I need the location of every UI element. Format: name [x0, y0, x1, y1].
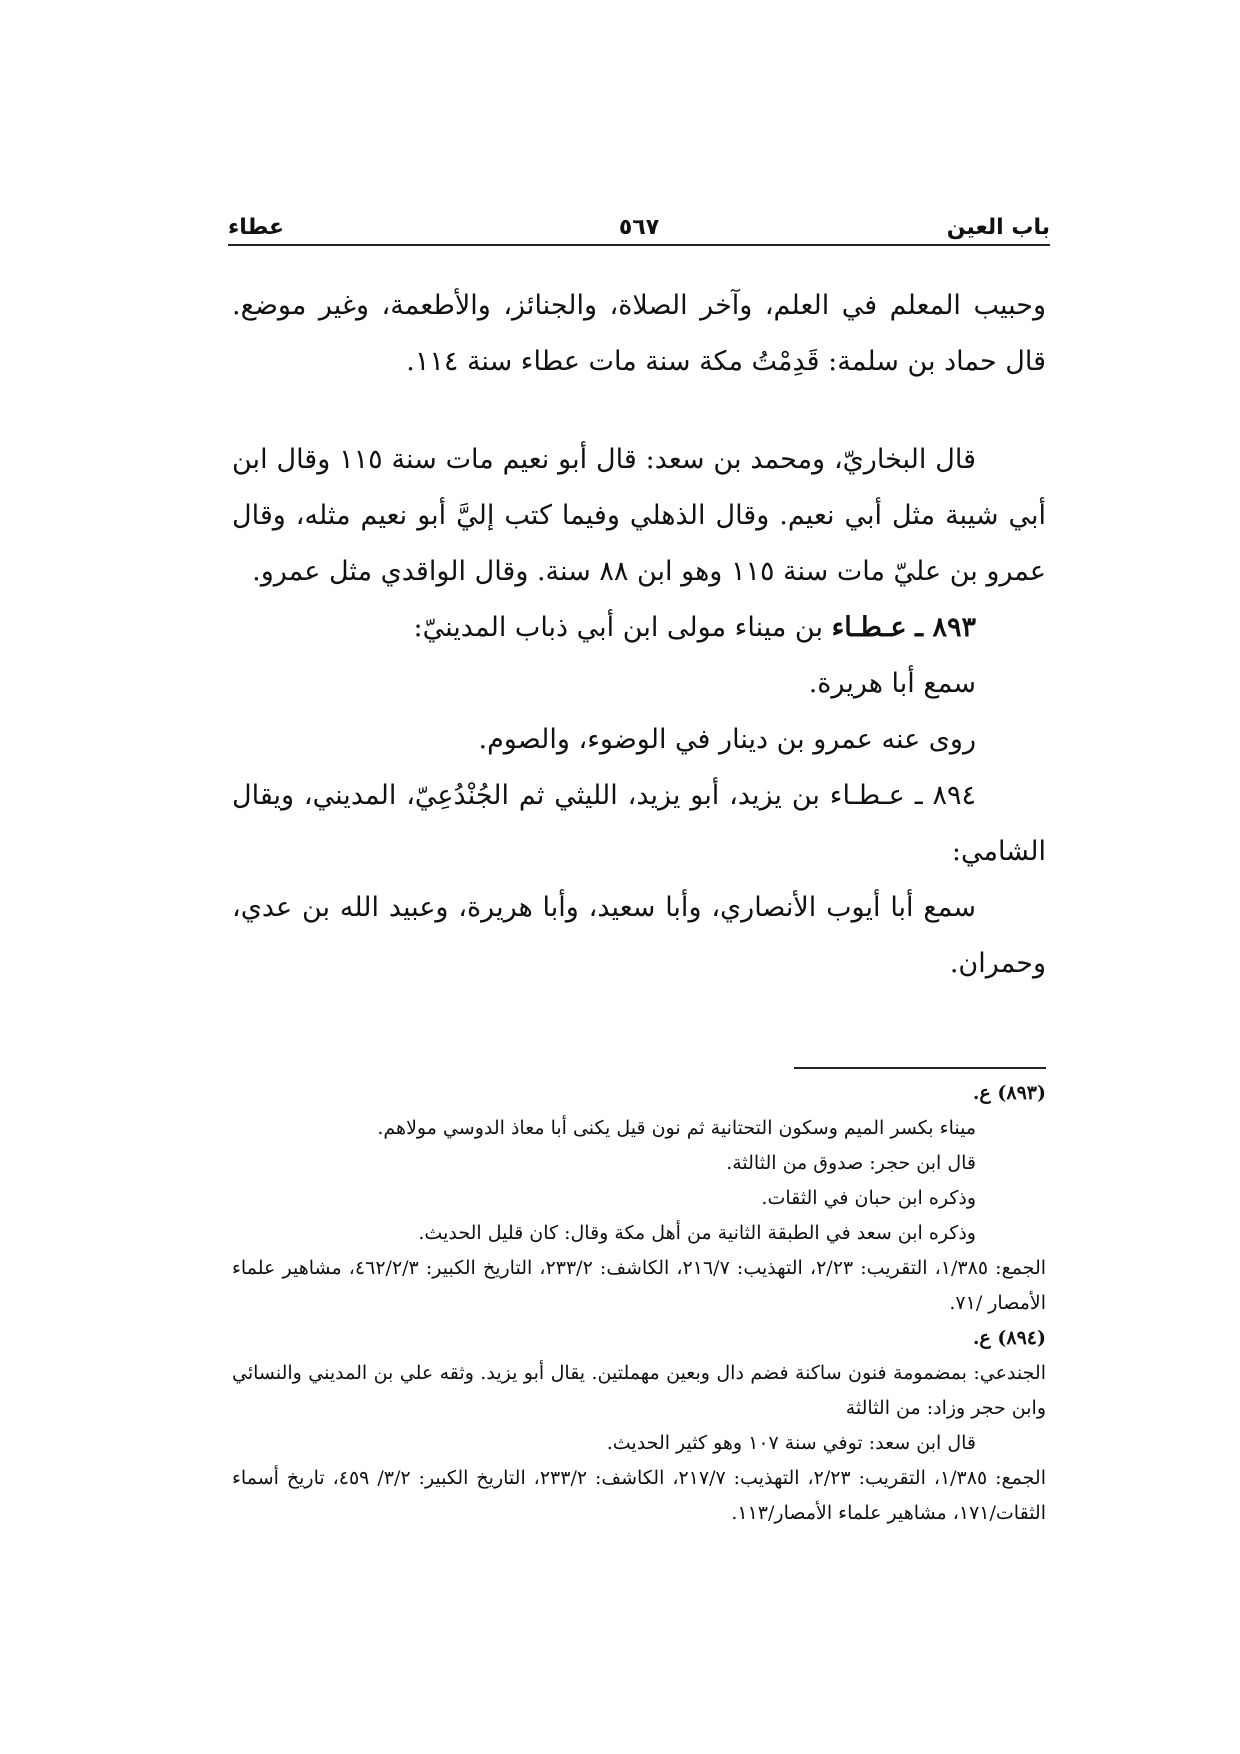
entry-description: بن ميناء مولى ابن أبي ذباب المدينيّ: — [413, 612, 832, 643]
footnote-893-line: وذكره ابن سعد في الطبقة الثانية من أهل مكة وقال: كان قليل الحديث. — [418, 1222, 976, 1244]
entry-number: ٨٩٤ ـ — [914, 780, 976, 811]
footnotes — [232, 1076, 1046, 1531]
footnote-894-sources: الجمع: ١/٣٨٥، التقريب: ٢/٢٣، التهذيب: ٢١٧/٧، الكاشف: ٢٣٣/٢، التاريخ الكبير: ٣/٢/ ٤٥٩، تاريخ أسماء الثقات/١٧١، مشاهير علماء الأمصار/١١٣. — [232, 1467, 1046, 1524]
entry-number: ٨٩٣ ـ — [915, 612, 976, 643]
entry-name: عـطـاء — [829, 780, 905, 811]
footnote-893-line: قال ابن حجر: صدوق من الثالثة. — [726, 1152, 976, 1174]
entry-893-heard: سمع أبا هريرة. — [808, 668, 976, 699]
entry-description: بن يزيد، أبو يزيد، الليثي ثم الجُنْدُعِيّ، المديني، ويقال الشامي: — [232, 780, 1046, 867]
main-text — [232, 278, 1046, 992]
footnote-893-line: ميناء بكسر الميم وسكون التحتانية ثم نون قيل يكنى أبا معاذ الدوسي مولاهم. — [377, 1117, 976, 1139]
running-header — [228, 200, 1050, 246]
footnote-893-marker: (٨٩٣) ع. — [972, 1082, 1046, 1104]
entry-893-narrated: روى عنه عمرو بن دينار في الوضوء، والصوم. — [478, 724, 976, 755]
page-number: ٥٦٧ — [618, 215, 660, 240]
paragraph-gap — [232, 390, 1046, 432]
entry-894-heard: سمع أبا أيوب الأنصاري، وأبا سعيد، وأبا هريرة، وعبيد الله بن عدي، وحمران. — [232, 892, 1046, 979]
footnote-894-line: قال ابن سعد: توفي سنة ١٠٧ وهو كثير الحديث. — [606, 1432, 976, 1454]
entry-name: عـطـاء — [831, 612, 907, 643]
footnote-894-line: الجندعي: بمضمومة فنون ساكنة فضم دال وبعين مهملتين. يقال أبو يزيد. وثقه علي بن المديني والنسائي وابن حجر وزاد: من الثالثة — [232, 1362, 1046, 1419]
running-title: عطاء — [228, 215, 284, 240]
entry-894-heading — [232, 768, 1046, 880]
paragraph-continuation: وحبيب المعلم في العلم، وآخر الصلاة، والجنائز، والأطعمة، وغير موضع. قال حماد بن سلمة: قَدِمْتُ مكة سنة مات عطاء سنة ١١٤. — [232, 290, 1046, 377]
footnote-893-line: وذكره ابن حبان في الثقات. — [761, 1187, 976, 1209]
footnote-separator — [794, 1067, 1046, 1069]
footnote-894-marker: (٨٩٤) ع. — [972, 1327, 1046, 1349]
footnote-893-sources: الجمع: ١/٣٨٥، التقريب: ٢/٢٣، التهذيب: ٢١٦/٧، الكاشف: ٢٣٣/٢، التاريخ الكبير: ٤٦٢/٢/٣، مشاهير علماء الأمصار /٧١. — [232, 1257, 1047, 1314]
entry-893-heading — [232, 600, 1046, 656]
chapter-title: باب العين — [946, 215, 1050, 240]
paragraph-death-dates: قال البخاريّ، ومحمد بن سعد: قال أبو نعيم مات سنة ١١٥ وقال ابن أبي شيبة مثل أبي نعيم. وقال الذهلي وفيما كتب إليَّ أبو نعيم مثله، وقال عمرو بن عليّ مات سنة ١١٥ وهو ابن ٨٨ سنة. وقال الواقدي مثل عمرو. — [232, 444, 1046, 587]
